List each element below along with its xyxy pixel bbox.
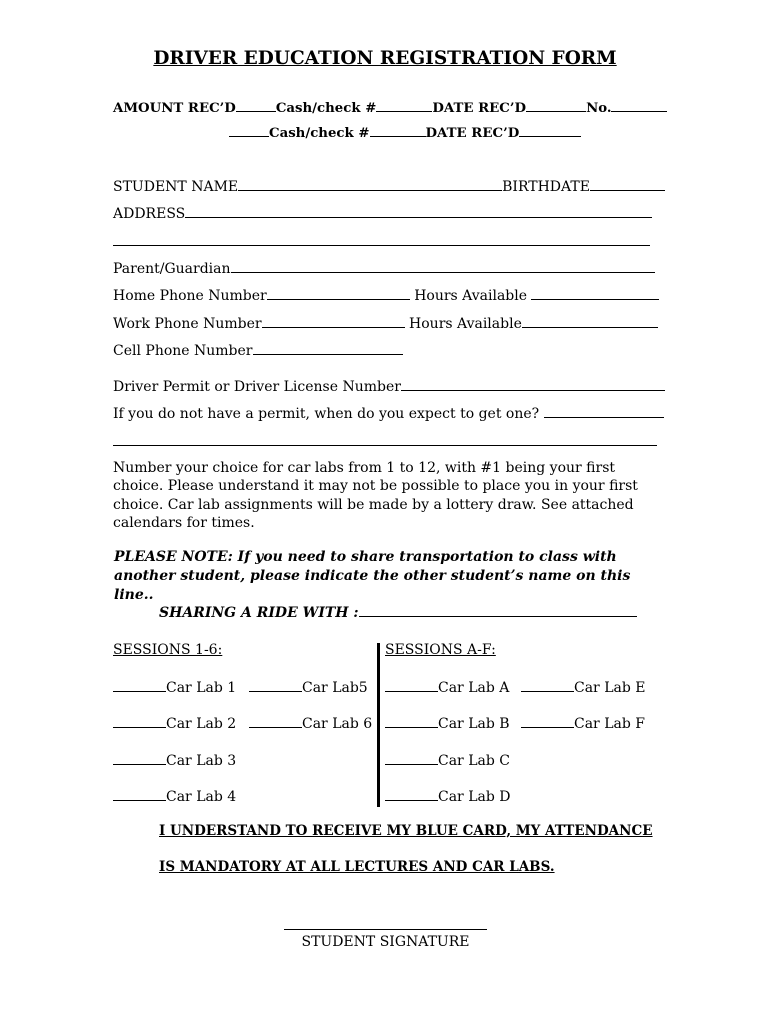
car-lab-c-field[interactable]	[385, 751, 438, 765]
work-phone-row	[113, 314, 658, 333]
car-lab-3-row	[113, 751, 236, 770]
hours-label-work: Hours Available	[409, 316, 522, 332]
signature-label: STUDENT SIGNATURE	[301, 934, 470, 950]
amount-field-1[interactable]	[236, 98, 276, 112]
address-row	[113, 204, 652, 223]
date-label-2: DATE REC’D	[425, 126, 520, 141]
sharing-label: SHARING A RIDE WITH :	[159, 605, 359, 621]
cell-phone-field[interactable]	[253, 341, 403, 355]
car-lab-3-label: Car Lab 3	[166, 753, 237, 769]
cash-check-label-2: Cash/check #	[269, 126, 370, 141]
permit-row	[113, 377, 665, 396]
permit-date-field[interactable]	[544, 404, 664, 418]
hours-home-field[interactable]	[531, 286, 659, 300]
car-lab-f-field[interactable]	[521, 714, 574, 728]
car-lab-1-label: Car Lab 1	[166, 680, 237, 696]
car-lab-b-field[interactable]	[385, 714, 438, 728]
permit-question-label: If you do not have a permit, when do you expect to get one?	[113, 406, 540, 422]
cell-phone-row	[113, 341, 403, 360]
car-lab-a-field[interactable]	[385, 678, 438, 692]
cash-check-field-1[interactable]	[376, 98, 432, 112]
parent-row	[113, 259, 655, 278]
sessions-right-header: SESSIONS A-F:	[385, 642, 496, 658]
car-lab-d-field[interactable]	[385, 787, 438, 801]
car-lab-6-field[interactable]	[249, 714, 302, 728]
car-lab-5-row	[249, 678, 368, 697]
parent-label: Parent/Guardian	[113, 261, 231, 277]
home-phone-label: Home Phone Number	[113, 288, 267, 304]
no-field[interactable]	[611, 98, 667, 112]
amount-label: AMOUNT REC’D	[113, 101, 236, 116]
car-lab-e-row	[521, 678, 645, 697]
home-phone-field[interactable]	[267, 286, 410, 300]
cash-check-label: Cash/check #	[275, 101, 377, 116]
no-label: No.	[586, 101, 612, 116]
work-phone-field[interactable]	[262, 314, 405, 328]
car-lab-2-row	[113, 714, 236, 733]
car-lab-6-label: Car Lab 6	[302, 716, 373, 732]
car-lab-1-row	[113, 678, 236, 697]
signature-line[interactable]	[284, 929, 487, 930]
car-lab-2-field[interactable]	[113, 714, 166, 728]
car-lab-c-label: Car Lab C	[438, 753, 510, 769]
car-lab-d-label: Car Lab D	[438, 789, 511, 805]
agreement-line-2: IS MANDATORY AT ALL LECTURES AND CAR LABS.	[159, 859, 555, 875]
car-lab-b-row	[385, 714, 510, 733]
permit-label: Driver Permit or Driver License Number	[113, 379, 401, 395]
car-lab-f-label: Car Lab F	[574, 716, 645, 732]
amount-field-2[interactable]	[229, 123, 269, 137]
hours-label-home: Hours Available	[414, 288, 528, 304]
date-field-1[interactable]	[526, 98, 586, 112]
birthdate-label: BIRTHDATE	[502, 179, 590, 195]
student-name-row	[113, 177, 665, 196]
car-lab-3-field[interactable]	[113, 751, 166, 765]
home-phone-row	[113, 286, 659, 305]
office-row-1	[113, 98, 667, 116]
form-title: DRIVER EDUCATION REGISTRATION FORM	[153, 48, 617, 69]
permit-extra-line[interactable]	[113, 445, 657, 446]
car-lab-4-field[interactable]	[113, 787, 166, 801]
sharing-field[interactable]	[359, 603, 637, 617]
work-phone-label: Work Phone Number	[113, 316, 262, 332]
sessions-left-header: SESSIONS 1-6:	[113, 642, 223, 658]
permit-field[interactable]	[401, 377, 665, 391]
car-lab-e-label: Car Lab E	[574, 680, 646, 696]
permit-question-row	[113, 404, 664, 423]
transport-note: PLEASE NOTE: If you need to share transportation to class with another student, please indicate the other student’s name on this line..	[114, 549, 631, 603]
car-lab-4-row	[113, 787, 236, 806]
address-label: ADDRESS	[113, 206, 186, 222]
car-lab-f-row	[521, 714, 645, 733]
parent-field[interactable]	[231, 259, 655, 273]
cell-phone-label: Cell Phone Number	[113, 343, 253, 359]
car-lab-2-label: Car Lab 2	[166, 716, 237, 732]
car-lab-d-row	[385, 787, 510, 806]
instructions-paragraph: Number your choice for car labs from 1 to 12, with #1 being your first choice. Please understand it may not be possible to place you in your first choice. Car lab assignments will be made by a lottery draw. See attached calendars for times.	[113, 460, 638, 531]
car-lab-a-label: Car Lab A	[438, 680, 510, 696]
cash-check-field-2[interactable]	[370, 123, 426, 137]
hours-work-field[interactable]	[522, 314, 658, 328]
car-lab-b-label: Car Lab B	[438, 716, 510, 732]
car-lab-5-label: Car Lab5	[302, 680, 368, 696]
car-lab-c-row	[385, 751, 510, 770]
office-row-2	[229, 123, 581, 141]
car-lab-a-row	[385, 678, 509, 697]
car-lab-1-field[interactable]	[113, 678, 166, 692]
address-field-1[interactable]	[185, 204, 652, 218]
date-field-2[interactable]	[519, 123, 581, 137]
sharing-row	[159, 603, 637, 621]
student-name-label: STUDENT NAME	[113, 179, 239, 195]
car-lab-5-field[interactable]	[249, 678, 302, 692]
date-label: DATE REC’D	[432, 101, 527, 116]
car-lab-6-row	[249, 714, 372, 733]
student-name-field[interactable]	[238, 177, 502, 191]
car-lab-4-label: Car Lab 4	[166, 789, 237, 805]
address-field-2[interactable]	[113, 245, 650, 246]
car-lab-e-field[interactable]	[521, 678, 574, 692]
birthdate-field[interactable]	[590, 177, 665, 191]
sessions-divider	[377, 643, 380, 807]
agreement-line-1: I UNDERSTAND TO RECEIVE MY BLUE CARD, MY ATTENDANCE	[159, 823, 653, 839]
